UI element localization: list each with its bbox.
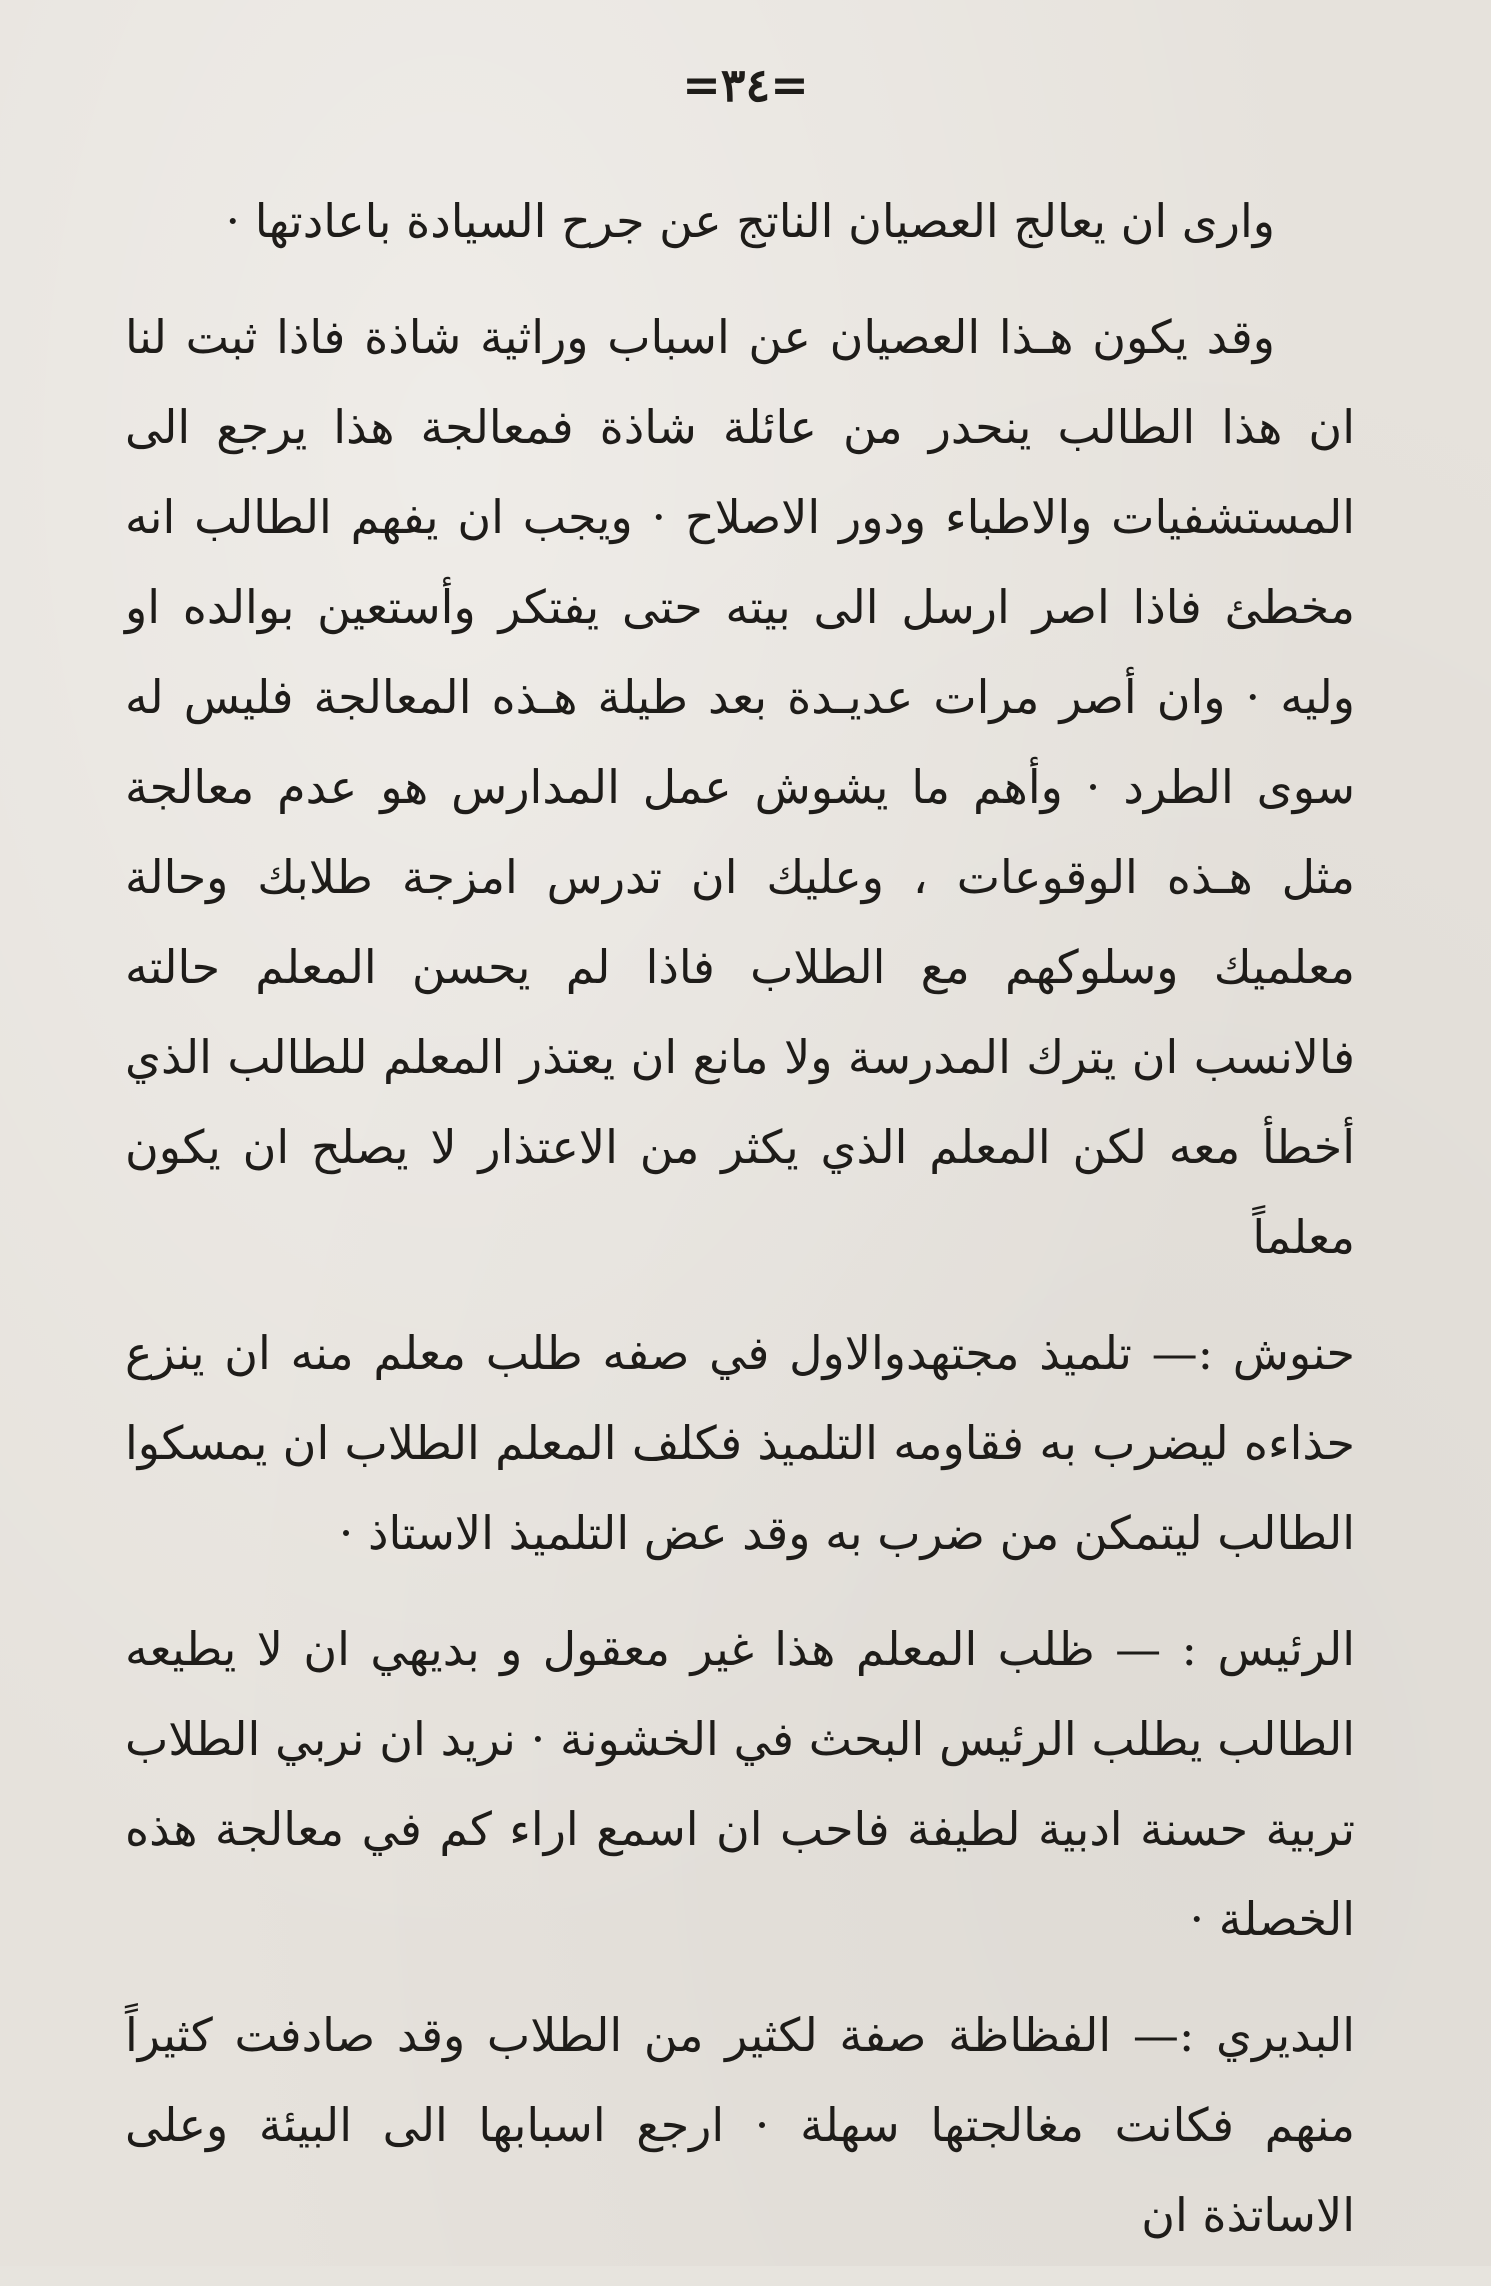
paragraph-5: البديري :— الفظاظة صفة لكثير من الطلاب وقد صادفت كثيراً منهم فكانت مغالجتها سهلة · ارجع اسبابها الى البيئة وعلى الاساتذة ان — [125, 2008, 1355, 2242]
page-text — [125, 176, 1355, 2286]
page-number: =٣٤= — [682, 58, 809, 112]
paragraph-1: وارى ان يعالج العصيان الناتج عن جرح السيادة باعادتها · — [225, 194, 1275, 248]
paragraph-2: وقد يكون هـذا العصيان عن اسباب وراثية شاذة فاذا ثبت لنا ان هذا الطالب ينحدر من عائلة شاذة فمعالجة هذا يرجع الى المستشفيات والاطباء ودور الاصلاح · ويجب ان يفهم الطالب انه مخطئ فاذا اصر ارسل الى بيته حتى يفتكر وأستعين بوالده او وليه · وان أصر مرات عديـدة بعد طيلة هـذه المعالجة فليس له سوى الطرد · وأهم ما يشوش عمل المدارس هو عدم معالجة مثل هـذه الوقوعات ، وعليك ان تدرس امزجة طلابك وحالة معلميك وسلوكهم مع الطلاب فاذا لم يحسن المعلم حالته فالانسب ان يترك المدرسة ولا مانع ان يعتذر المعلم للطالب الذي أخطأ معه لكن المعلم الذي يكثر من الاعتذار لا يصلح ان يكون معلماً — [125, 310, 1355, 1264]
paragraph-3: حنوش :— تلميذ مجتهدوالاول في صفه طلب معلم منه ان ينزع حذاءه ليضرب به فقاومه التلميذ فكلف المعلم الطلاب ان يمسكوا الطالب ليتمكن من ضرب به وقد عض التلميذ الاستاذ · — [125, 1326, 1355, 1560]
paragraph-4: الرئيس : — ظلب المعلم هذا غير معقول و بديهي ان لا يطيعه الطالب يطلب الرئيس البحث في الخشونة · نريد ان نربي الطلاب تربية حسنة ادبية لطيفة فاحب ان اسمع اراء كم في معالجة هذه الخصلة · — [125, 1622, 1355, 1946]
